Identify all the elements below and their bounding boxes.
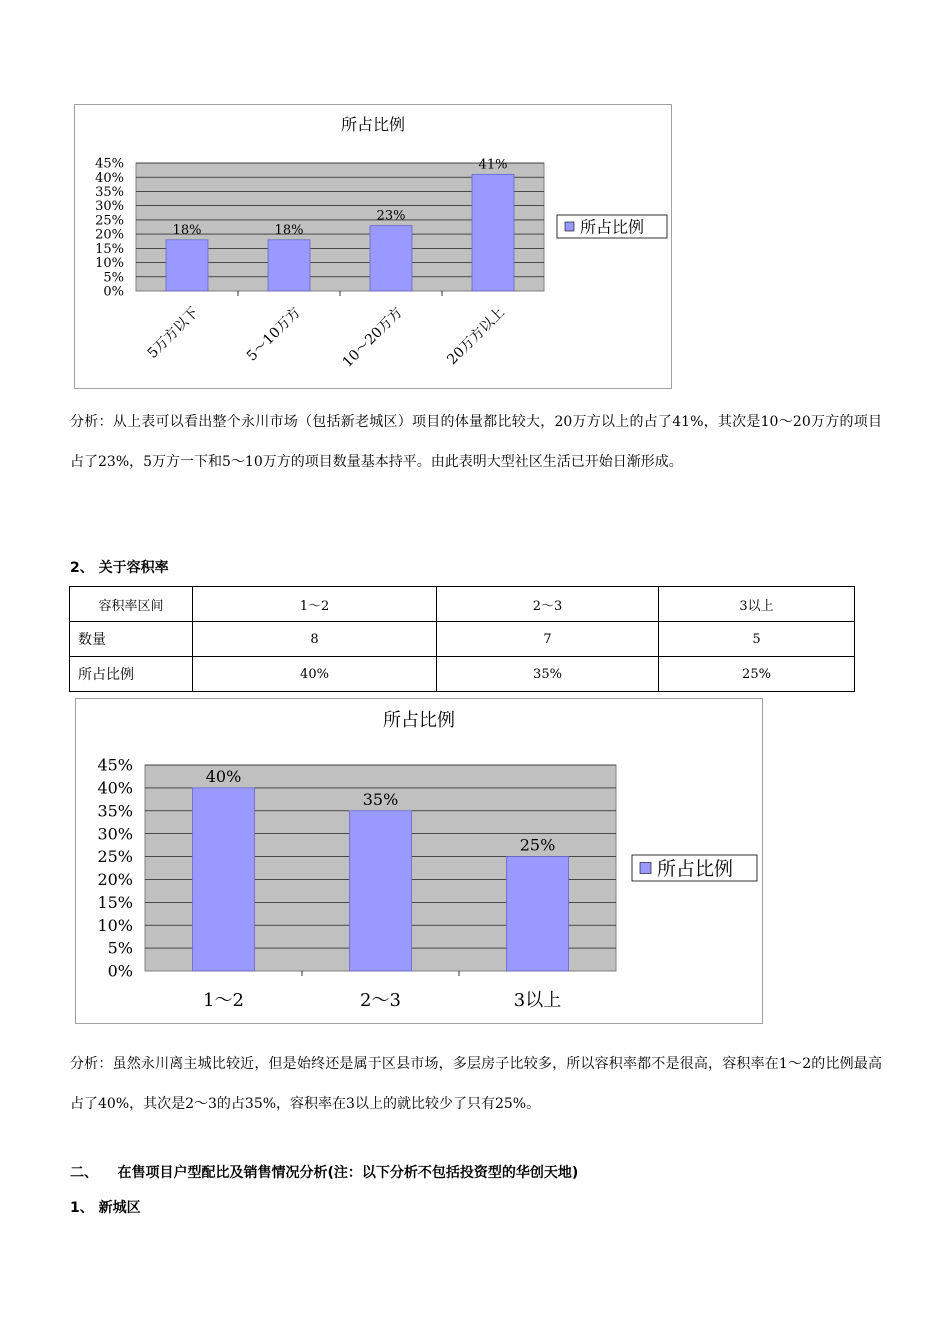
table-cell: 8	[193, 622, 437, 657]
legend-swatch	[565, 222, 574, 231]
table-cell: 7	[437, 622, 659, 657]
y-tick-label: 40%	[97, 778, 133, 798]
y-tick-label: 35%	[97, 801, 133, 821]
bar-value-label: 40%	[205, 766, 242, 786]
bar-value-label: 25%	[519, 835, 556, 855]
x-category-label: 5万方以下	[144, 304, 202, 362]
x-category-label: 2～3	[360, 990, 401, 1011]
plot-ratio-table	[69, 586, 855, 692]
table-cell: 1～2	[193, 587, 437, 622]
bar	[370, 226, 412, 291]
bar-value-label: 18%	[274, 222, 304, 238]
bar	[350, 811, 412, 971]
bar	[268, 240, 310, 291]
y-tick-label: 30%	[97, 824, 133, 844]
table-cell: 40%	[193, 657, 437, 692]
legend-label: 所占比例	[657, 857, 734, 880]
y-tick-label: 10%	[97, 915, 133, 935]
y-tick-label: 35%	[95, 184, 124, 200]
table-cell: 所占比例	[70, 657, 193, 692]
table-cell: 3以上	[659, 587, 855, 622]
y-tick-label: 15%	[97, 892, 133, 912]
table-cell: 25%	[659, 657, 855, 692]
x-category-label: 10～20万方	[339, 304, 406, 371]
y-tick-label: 25%	[97, 847, 133, 867]
y-tick-label: 30%	[95, 199, 124, 215]
y-tick-label: 0%	[103, 284, 124, 300]
analysis-paragraph-2: 分析：虽然永川离主城比较近，但是始终还是属于区县市场，多层房子比较多，所以容积率都不是很高，容积率在1～2的比例最高占了40%，其次是2～3的占35%，容积率在3以上的就比较少了只有25%。	[70, 1056, 882, 1112]
bar-value-label: 35%	[362, 789, 399, 809]
bar	[166, 240, 208, 291]
y-tick-label: 20%	[95, 227, 124, 243]
bar	[193, 788, 255, 971]
y-tick-label: 10%	[95, 256, 124, 272]
analysis-paragraph-1: 分析：从上表可以看出整个永川市场（包括新老城区）项目的体量都比较大，20万方以上的占了41%，其次是10～20万方的项目占了23%，5万方一下和5～10万方的项目数量基本持平。由此表明大型社区生活已开始日渐形成。	[70, 414, 882, 470]
chart2-svg	[76, 699, 762, 1023]
bar	[472, 174, 514, 291]
subsection-heading-new-city: 1、 新城区	[70, 1200, 141, 1216]
table-cell: 容积率区间	[70, 587, 193, 622]
table-cell: 数量	[70, 622, 193, 657]
section-heading-sales: 二、 在售项目户型配比及销售情况分析(注：以下分析不包括投资型的华创天地)	[70, 1165, 579, 1181]
table-cell: 2～3	[437, 587, 659, 622]
y-tick-label: 25%	[95, 213, 124, 229]
table-cell: 5	[659, 622, 855, 657]
x-category-label: 3以上	[513, 990, 562, 1011]
legend-label: 所占比例	[580, 217, 645, 237]
table-header-row	[70, 587, 855, 622]
x-category-label: 20万方以上	[444, 304, 508, 369]
bar-value-label: 18%	[172, 222, 202, 238]
legend-swatch	[640, 863, 651, 874]
x-category-label: 1～2	[203, 990, 244, 1011]
chart-title: 所占比例	[383, 710, 455, 731]
y-tick-label: 45%	[97, 755, 133, 775]
table-cell: 35%	[437, 657, 659, 692]
y-tick-label: 5%	[103, 270, 124, 286]
chart-volume-share	[74, 104, 672, 389]
bar-value-label: 23%	[376, 208, 406, 224]
y-tick-label: 45%	[95, 156, 124, 172]
chart-plot-ratio-share	[75, 698, 763, 1024]
bar-value-label: 41%	[478, 157, 508, 173]
y-tick-label: 20%	[97, 870, 133, 890]
table-row	[70, 622, 855, 657]
y-tick-label: 0%	[107, 961, 133, 981]
table-row	[70, 657, 855, 692]
x-category-label: 5～10万方	[243, 304, 304, 365]
bar	[507, 857, 569, 971]
y-tick-label: 5%	[107, 938, 133, 958]
y-tick-label: 40%	[95, 170, 124, 186]
section-heading-plot-ratio: 2、 关于容积率	[70, 560, 169, 576]
chart1-svg	[75, 105, 671, 388]
chart-title: 所占比例	[340, 115, 406, 134]
y-tick-label: 15%	[95, 241, 124, 257]
